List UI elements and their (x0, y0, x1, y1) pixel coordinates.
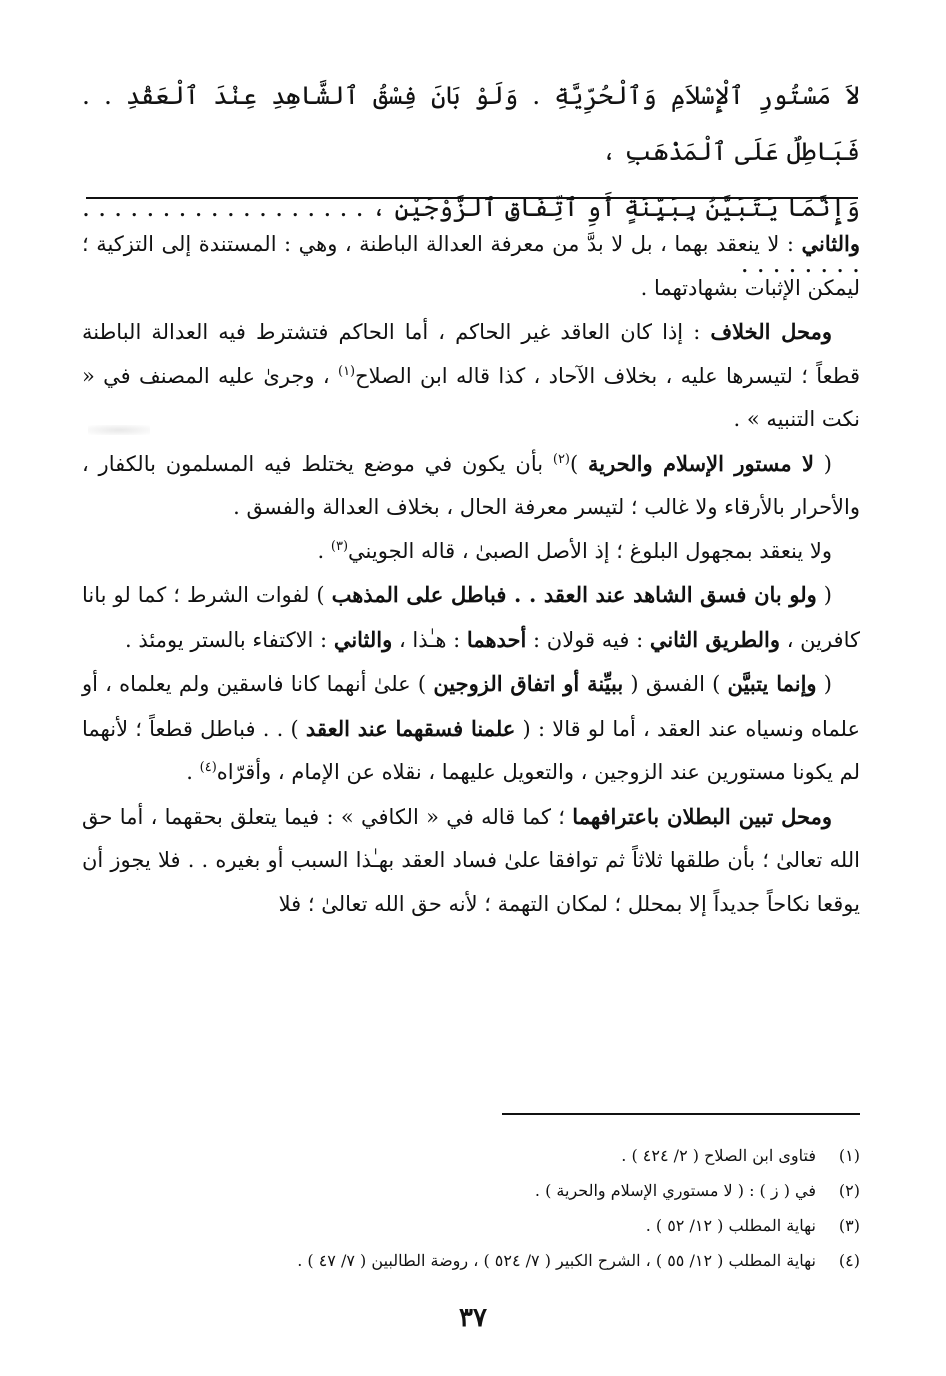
footnotes-block (82, 1138, 860, 1278)
bold-term: والثاني (333, 626, 393, 652)
paragraph-text: : هـٰذا ، (392, 627, 467, 652)
scan-smudge (88, 425, 150, 435)
matn-quote: لا مستور الإسلام والحرية (587, 450, 815, 476)
footnote-marker[interactable]: (٢) (552, 451, 570, 467)
page-number: ٣٧ (459, 1303, 487, 1333)
matn-quote: وإنما يتبيَّن (727, 671, 817, 696)
footnote-marker[interactable]: (٣) (330, 538, 349, 554)
paragraph-text: . (186, 760, 200, 784)
bracket: ( (816, 672, 832, 696)
commentary-paragraph (82, 573, 860, 662)
paragraph-text: : إذا كان العاقد غير الحاكم ، أما الحاكم فتشترط فيه العدالة الباطنة قطعاً ؛ لتيسرها عليه ، بخلاف الآحاد ، كذا قاله ابن الصلاح (82, 320, 860, 388)
paragraph-text: بأن يكون في موضع يختلط فيه المسلمون بالكفار ، والأحرار بالأرقاء ولا غالب ؛ لتيسر معرفة الحال ، بخلاف العدالة والفسق . (82, 451, 860, 519)
footnote-text: نهاية المطلب ( ١٢/ ٥٢ ) . (645, 1216, 816, 1235)
footnote-marker[interactable]: (٤) (199, 760, 217, 775)
footnote-separator-rule (502, 1113, 860, 1115)
commentary-paragraph (82, 530, 860, 574)
paragraph-text: ) الفسق ( (623, 672, 728, 696)
bold-term: ومحل تبين البطلان باعترافهما (572, 803, 832, 829)
bold-term: والطريق الثاني (649, 626, 781, 652)
commentary-block (82, 222, 860, 926)
paragraph-text: ) علىٰ أنهما كانا فاسقين ولم يعلماه ، أو علماه ونسياه عند العقد ، أما لو قالا : ( (82, 672, 861, 741)
footnote-number: (٣) (838, 1216, 860, 1235)
footnote-text: نهاية المطلب ( ١٢/ ٥٥ ) ، الشرح الكبير ( ٧/ ٥٢٤ ) ، روضة الطالبين ( ٧/ ٤٧ ) . (297, 1251, 816, 1270)
footnote-text: فتاوى ابن الصلاح ( ٢/ ٤٢٤ ) . (621, 1146, 816, 1165)
footnote-item (82, 1138, 860, 1173)
bracket: ) (570, 451, 588, 476)
footnote-number: (١) (838, 1146, 860, 1165)
matn-line: وَإِنَّمَا يَتَبَيَّنُ بِبَيِّنَةٍ أَوِ ٱتِّفَاقِ ٱلزَّوْجَيْنِ ، . . . . . . . . . . . . . . . . . . . . . . . . . . (82, 193, 860, 278)
matn-quote: ولو بان فسق الشاهد عند العقد . . فباطل على المذهب (331, 582, 817, 607)
commentary-paragraph (82, 310, 860, 442)
paragraph-text: ، وجرىٰ عليه المصنف في « نكت التنبيه » . (82, 363, 860, 431)
paragraph-text: ؛ كما قاله في « الكافي » : فيما يتعلق بحقهما ، أما حق الله تعالىٰ ؛ بأن طلقها ثلاثاً ثم توافقا علىٰ فساد العقد بهـٰذا السبب أو بغيره . . فلا يجوز أن يوقعا نكاحاً جديداً إلا بمحلل ؛ لمكان التهمة ؛ لأنه حق الله تعالىٰ ؛ فلا (82, 804, 860, 916)
commentary-paragraph (82, 442, 860, 530)
commentary-paragraph (82, 662, 860, 795)
matn-separator-rule (86, 197, 858, 199)
paragraph-text: : فيه قولان : (526, 627, 650, 652)
matn-quote: ببيِّنة أو اتفاق الزوجين (433, 671, 624, 696)
footnote-number: (٢) (838, 1181, 860, 1200)
footnote-item (82, 1173, 860, 1208)
bracket: ( (816, 583, 832, 607)
paragraph-text: : الاكتفاء بالستر يومئذ . (125, 627, 334, 652)
matn-line: لاَ مَسْتُورِ ٱلْإِسْلاَمِ وَٱلْحُرِّيَّةِ . وَلَوْ بَانَ فِسْقُ ٱلشَّاهِدِ عِنْدَ ٱلْعَقْدِ . . فَبَاطِلٌ عَلَى ٱلْمَذْهَبِ ، (82, 81, 860, 166)
footnote-text: في ( ز ) : ( لا مستوري الإسلام والحرية ) . (534, 1181, 816, 1200)
footnote-item (82, 1208, 860, 1243)
bracket: ( (814, 451, 832, 476)
quoted-speech: علمنا فسقهما عند العقد (305, 715, 516, 741)
bold-term: والثاني (801, 231, 860, 256)
footnote-item (82, 1243, 860, 1278)
commentary-paragraph (82, 795, 860, 927)
paragraph-text: ولا ينعقد بمجهول البلوغ ؛ إذ الأصل الصبىٰ ، قاله الجويني (348, 538, 832, 563)
bold-term: أحدهما (466, 626, 527, 652)
paragraph-text: : لا ينعقد بهما ، بل لا بدَّ من معرفة العدالة الباطنة ، وهي : المستندة إلى التزكية ؛ ليمكن الإثبات بشهادتهما . (82, 232, 860, 300)
footnote-marker[interactable]: (١) (337, 363, 356, 379)
paragraph-text: ) لفوات الشرط ؛ كما لو بانا كافرين ، (82, 583, 860, 652)
paragraph-text: . (317, 538, 331, 563)
bold-term: ومحل الخلاف (710, 319, 833, 344)
footnote-number: (٤) (838, 1251, 860, 1270)
commentary-paragraph (82, 222, 860, 310)
paragraph-text: ) . . فباطل قطعاً ؛ لأنهما لم يكونا مستورين عند الزوجين ، والتعويل عليهما ، نقلاه عن الإمام ، وأقرّاه (82, 716, 860, 784)
